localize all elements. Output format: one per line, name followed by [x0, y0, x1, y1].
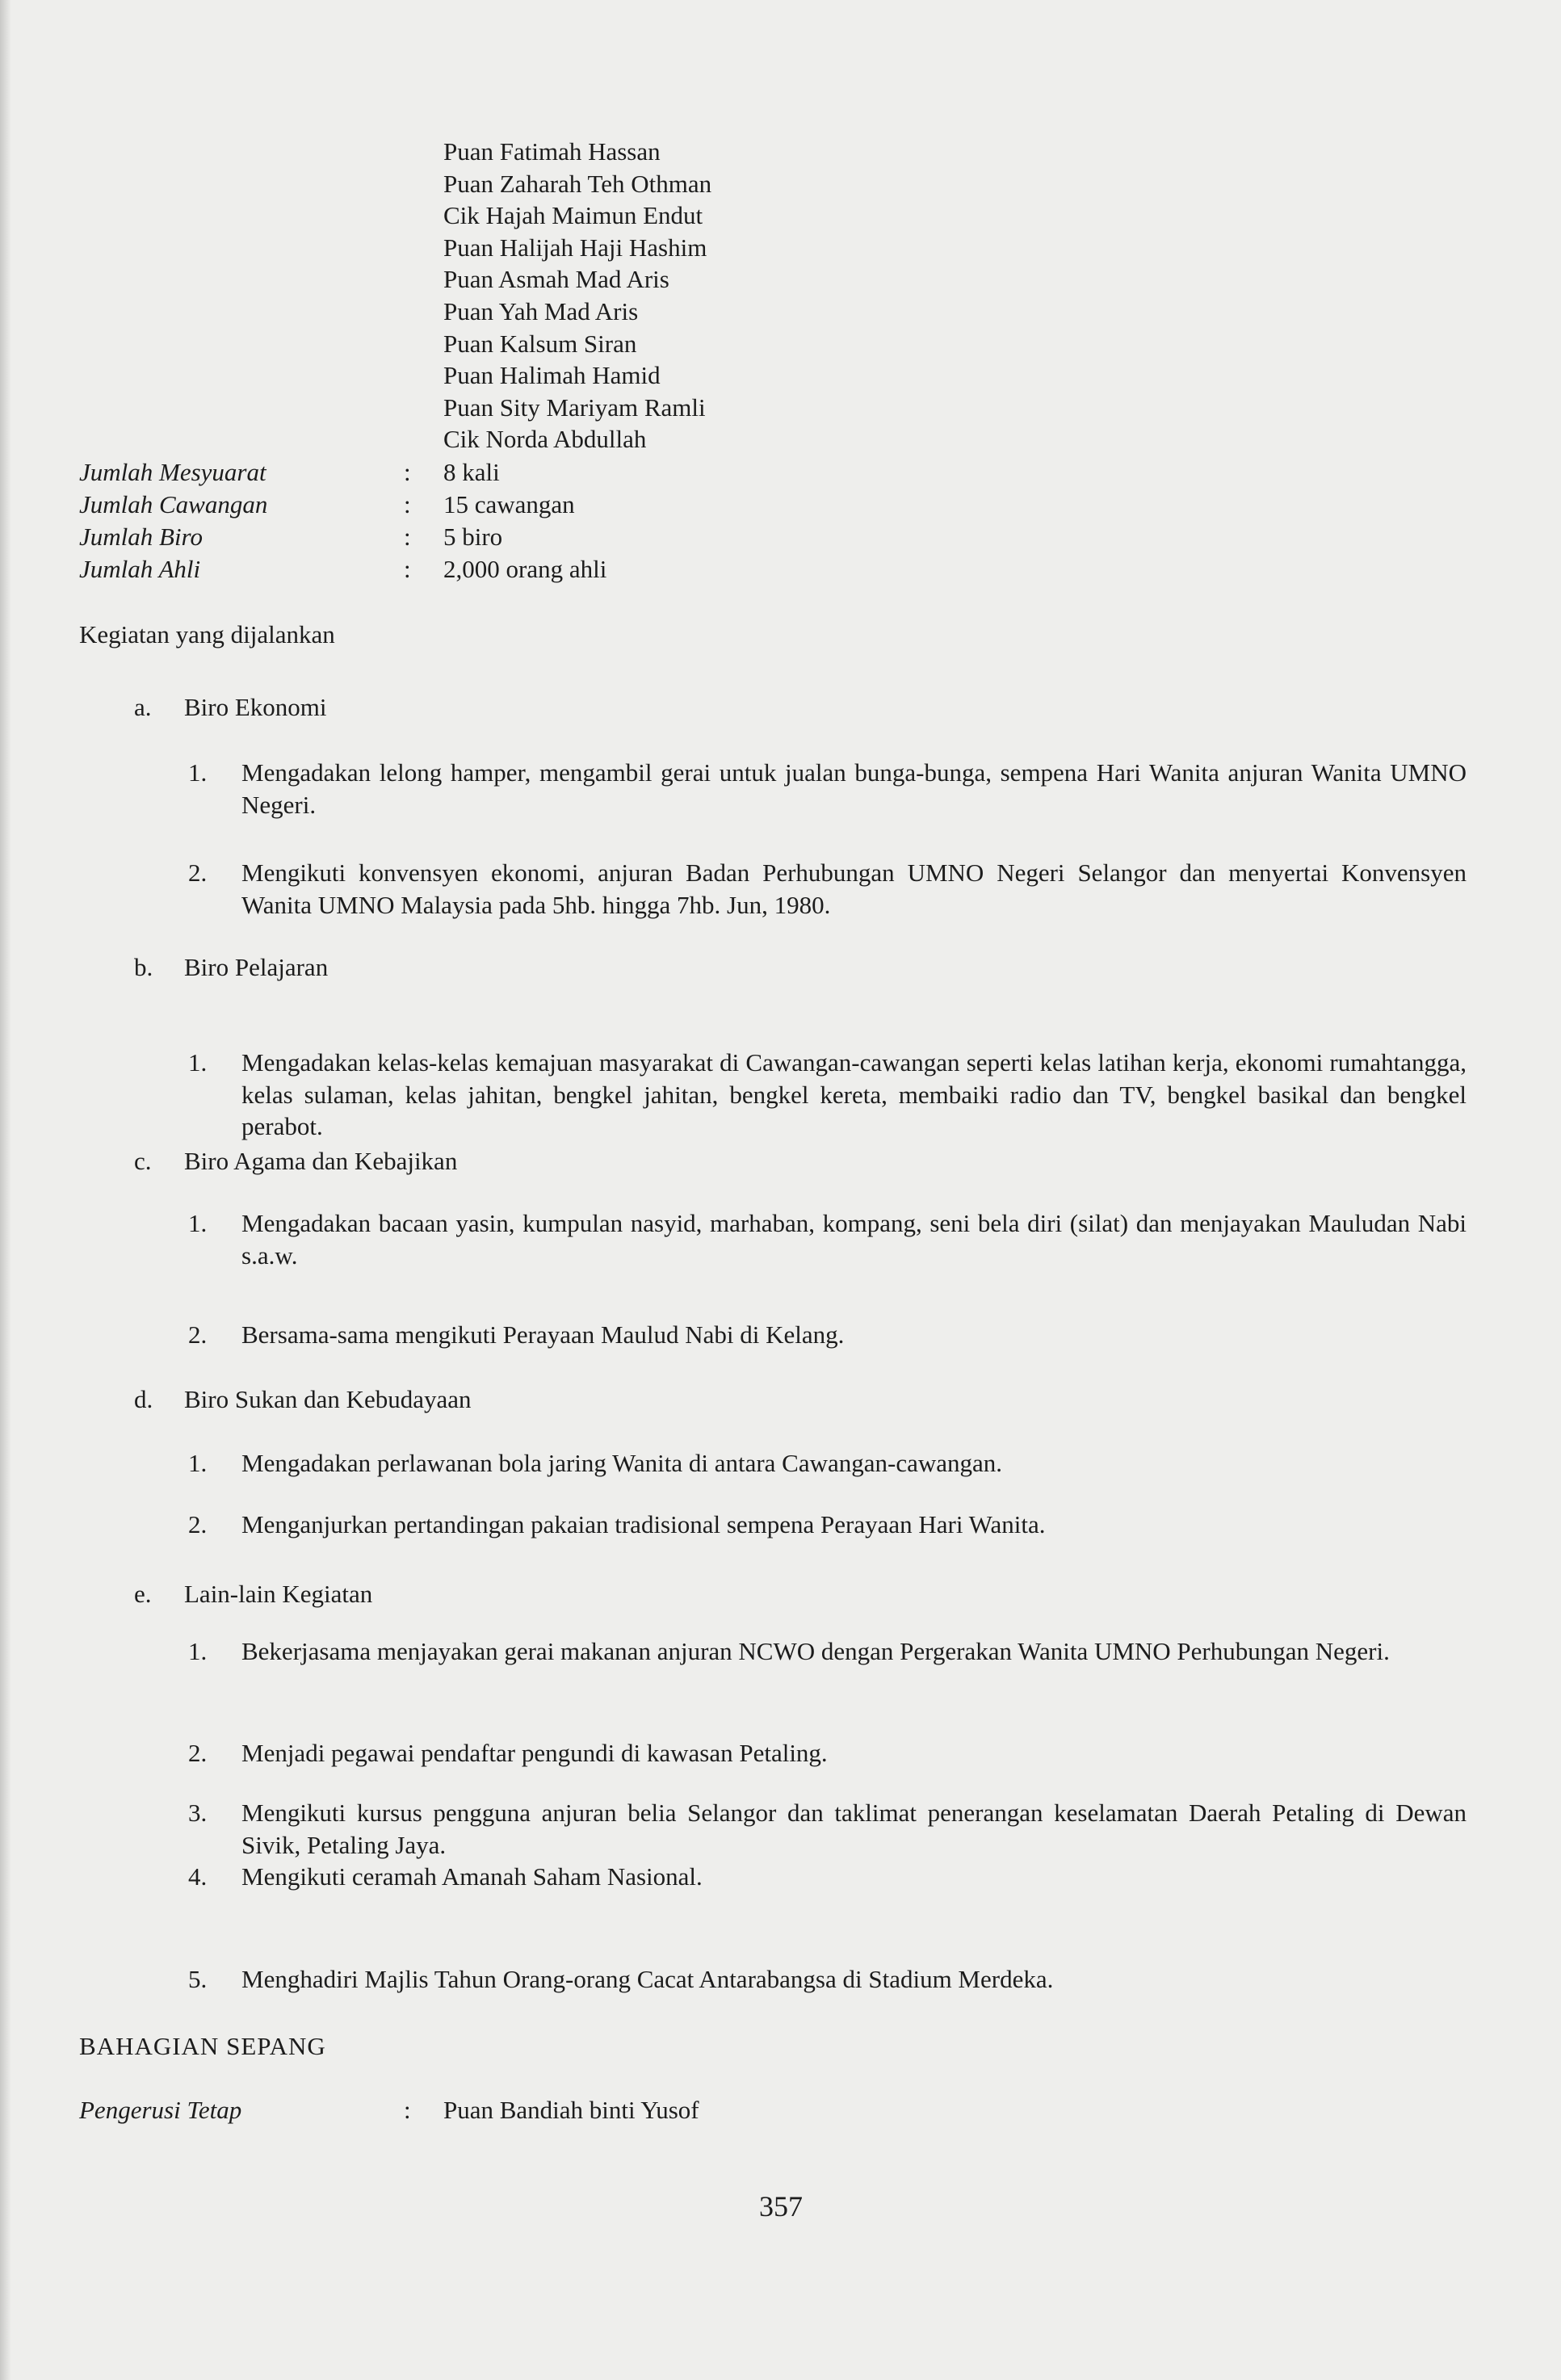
section-heading-sepang: BAHAGIAN SEPANG: [79, 2032, 326, 2060]
item-number: 4.: [188, 1862, 208, 1891]
colon: :: [404, 2096, 411, 2124]
section-letter: d.: [134, 1385, 153, 1413]
member-name: Puan Asmah Mad Aris: [443, 265, 669, 294]
sepang-label: Pengerusi Tetap: [79, 2096, 242, 2124]
item-text: Bekerjasama menjayakan gerai makanan anjuran NCWO dengan Pergerakan Wanita UMNO Perhubungan Negeri.: [241, 1637, 1390, 1665]
member-name: Puan Fatimah Hassan: [443, 137, 661, 166]
stat-label: Jumlah Cawangan: [79, 490, 268, 518]
member-name: Puan Sity Mariyam Ramli: [443, 392, 706, 422]
colon: :: [404, 490, 411, 518]
colon: :: [404, 458, 411, 486]
section-letter: b.: [134, 953, 153, 981]
member-name: Puan Halimah Hamid: [443, 361, 661, 390]
item-number: 1.: [188, 1637, 208, 1665]
item-text: Mengadakan kelas-kelas kemajuan masyarakat di Cawangan-cawangan seperti kelas latihan kerja, ekonomi rumahtangga, kelas sulaman, kelas jahitan, bengkel jahitan, bengkel kereta, membaiki radio dan TV, bengkel basikal dan bengkel perabot.: [241, 1048, 1467, 1140]
colon: :: [404, 523, 411, 551]
item-text: Mengadakan lelong hamper, mengambil gerai untuk jualan bunga-bunga, sempena Hari Wanita anjuran Wanita UMNO Negeri.: [241, 758, 1467, 819]
section-title: Biro Ekonomi: [184, 693, 327, 721]
item-number: 1.: [188, 1209, 208, 1237]
member-name: Puan Halijah Haji Hashim: [443, 233, 707, 262]
item-text: Mengikuti konvensyen ekonomi, anjuran Badan Perhubungan UMNO Negeri Selangor dan menyertai Konvensyen Wanita UMNO Malaysia pada 5hb. hingga 7hb. Jun, 1980.: [241, 858, 1467, 919]
item-number: 2.: [188, 1320, 208, 1349]
stat-label: Jumlah Ahli: [79, 555, 201, 583]
page-number: 357: [759, 2190, 803, 2223]
stat-label: Jumlah Biro: [79, 523, 203, 551]
stat-label: Jumlah Mesyuarat: [79, 458, 266, 486]
item-text: Mengikuti ceramah Amanah Saham Nasional.: [241, 1862, 703, 1891]
member-name: Puan Yah Mad Aris: [443, 296, 639, 325]
section-title: Biro Pelajaran: [184, 953, 329, 981]
sepang-value: Puan Bandiah binti Yusof: [443, 2096, 699, 2124]
member-name: Puan Kalsum Siran: [443, 329, 637, 358]
stat-value: 15 cawangan: [443, 490, 575, 518]
item-number: 1.: [188, 1048, 208, 1077]
item-text: Mengikuti kursus pengguna anjuran belia Selangor dan taklimat penerangan keselamatan Daerah Petaling di Dewan Sivik, Petaling Jaya.: [241, 1799, 1467, 1859]
stat-value: 5 biro: [443, 523, 503, 551]
item-text: Mengadakan bacaan yasin, kumpulan nasyid, marhaban, kompang, seni bela diri (silat) dan menjayakan Mauludan Nabi s.a.w.: [241, 1209, 1467, 1270]
stat-value: 2,000 orang ahli: [443, 555, 607, 583]
item-number: 1.: [188, 1449, 208, 1477]
section-letter: c.: [134, 1147, 152, 1175]
member-list: [443, 136, 711, 455]
item-number: 1.: [188, 758, 208, 787]
item-number: 3.: [188, 1799, 208, 1827]
item-text: Menghadiri Majlis Tahun Orang-orang Cacat Antarabangsa di Stadium Merdeka.: [241, 1965, 1054, 1993]
item-text: Menganjurkan pertandingan pakaian tradisional sempena Perayaan Hari Wanita.: [241, 1510, 1046, 1538]
colon: :: [404, 555, 411, 583]
stat-value: 8 kali: [443, 458, 500, 486]
item-number: 2.: [188, 1510, 208, 1538]
section-letter: a.: [134, 693, 152, 721]
item-number: 2.: [188, 1739, 208, 1767]
item-text: Menjadi pegawai pendaftar pengundi di kawasan Petaling.: [241, 1739, 828, 1767]
section-title: Lain-lain Kegiatan: [184, 1580, 373, 1608]
member-name: Puan Zaharah Teh Othman: [443, 169, 712, 198]
item-number: 5.: [188, 1965, 208, 1993]
item-text: Mengadakan perlawanan bola jaring Wanita di antara Cawangan-cawangan.: [241, 1449, 1003, 1477]
activities-heading: Kegiatan yang dijalankan: [79, 620, 335, 649]
section-title: Biro Sukan dan Kebudayaan: [184, 1385, 472, 1413]
page-edge-shadow: [0, 0, 11, 2380]
item-number: 2.: [188, 858, 208, 887]
member-name: Cik Norda Abdullah: [443, 425, 647, 454]
item-text: Bersama-sama mengikuti Perayaan Maulud Nabi di Kelang.: [241, 1320, 845, 1349]
section-title: Biro Agama dan Kebajikan: [184, 1147, 458, 1175]
section-letter: e.: [134, 1580, 152, 1608]
member-name: Cik Hajah Maimun Endut: [443, 201, 703, 230]
